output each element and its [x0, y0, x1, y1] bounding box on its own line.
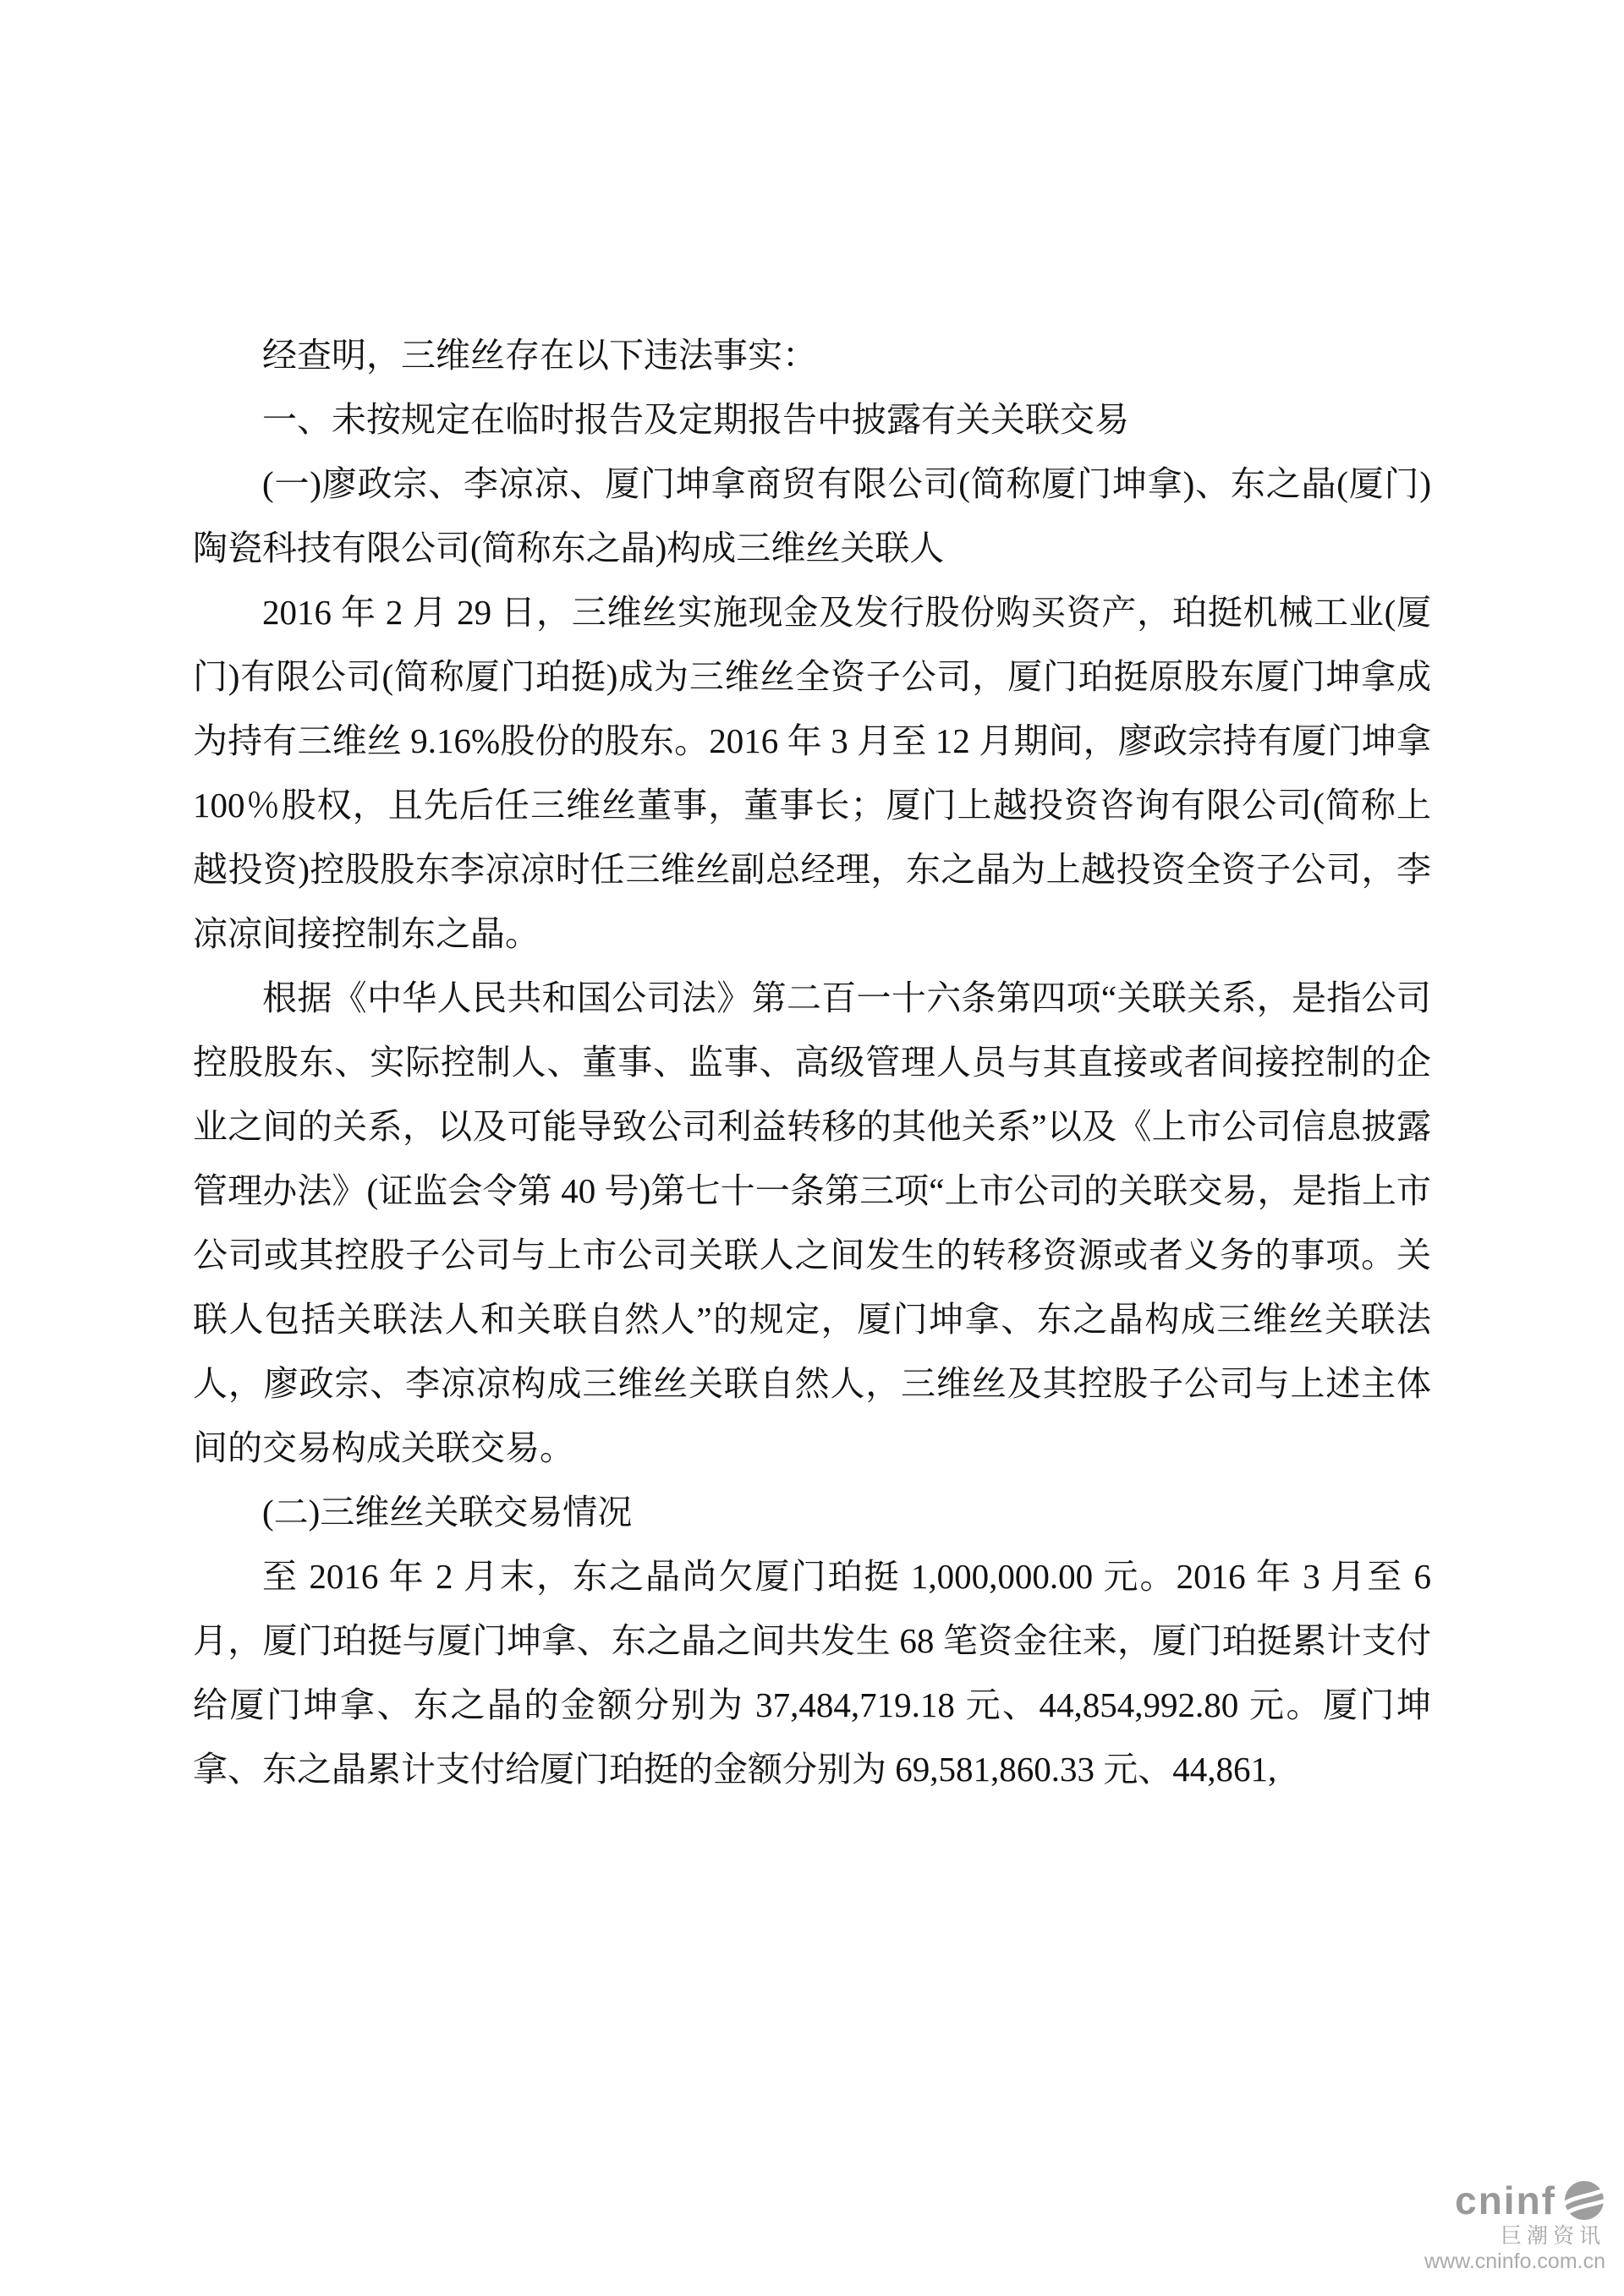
cninfo-logo-row: [1424, 2179, 1605, 2222]
subsection-1-2-paragraph-1: 至 2016 年 2 月末，东之晶尚欠厦门珀挺 1,000,000.00 元。2016 年 3 月至 6 月，厦门珀挺与厦门坤拿、东之晶之间共发生 68 笔资金往来，厦门珀挺累计支付给厦门坤拿、东之晶的金额分别为 37,484,719.18 元、44,854,992.80 元。厦门坤拿、东之晶累计支付给厦门珀挺的金额分别为 69,581,860.33 元、44,861,: [193, 1557, 1431, 1789]
paragraph-intro: 经查明，三维丝存在以下违法事实：: [262, 336, 817, 375]
subsection-1-1-paragraph-2: 根据《中华人民共和国公司法》第二百一十六条第四项“关联关系，是指公司控股股东、实际控制人、董事、监事、高级管理人员与其直接或者间接控制的企业之间的关系，以及可能导致公司利益转移的其他关系”以及《上市公司信息披露管理办法》(证监会令第 40 号)第七十一条第三项“上市公司的关联交易，是指上市公司或其控股子公司与上市公司关联人之间发生的转移资源或者义务的事项。关联人包括关联法人和关联自然人”的规定，厦门坤拿、东之晶构成三维丝关联法人，廖政宗、李凉凉构成三维丝关联自然人，三维丝及其控股子公司与上述主体间的交易构成关联交易。: [193, 978, 1431, 1467]
document-body: [193, 0, 1431, 1801]
subsection-1-1-heading: (一)廖政宗、李凉凉、厦门坤拿商贸有限公司(简称厦门坤拿)、东之晶(厦门)陶瓷科技有限公司(简称东之晶)构成三维丝关联人: [193, 464, 1431, 567]
cninfo-watermark: [1424, 2179, 1605, 2274]
subsection-1-2-heading: (二)三维丝关联交易情况: [262, 1493, 633, 1532]
section-1-heading: 一、未按规定在临时报告及定期报告中披露有关关联交易: [262, 400, 1129, 439]
cninfo-globe-icon: [1563, 2179, 1605, 2222]
cninfo-brand-name: 巨潮资讯: [1500, 2224, 1605, 2248]
cninfo-url: www.cninfo.com.cn: [1424, 2249, 1605, 2273]
cninfo-logo-text: cninf: [1455, 2178, 1556, 2222]
subsection-1-1-paragraph-1: 2016 年 2 月 29 日，三维丝实施现金及发行股份购买资产，珀挺机械工业(厦门)有限公司(简称厦门珀挺)成为三维丝全资子公司，厦门珀挺原股东厦门坤拿成为持有三维丝 9.16%股份的股东。2016 年 3 月至 12 月期间，廖政宗持有厦门坤拿 100％股权，且先后任三维丝董事，董事长；厦门上越投资咨询有限公司(简称上越投资)控股股东李凉凉时任三维丝副总经理，东之晶为上越投资全资子公司，李凉凉间接控制东之晶。: [193, 593, 1431, 953]
